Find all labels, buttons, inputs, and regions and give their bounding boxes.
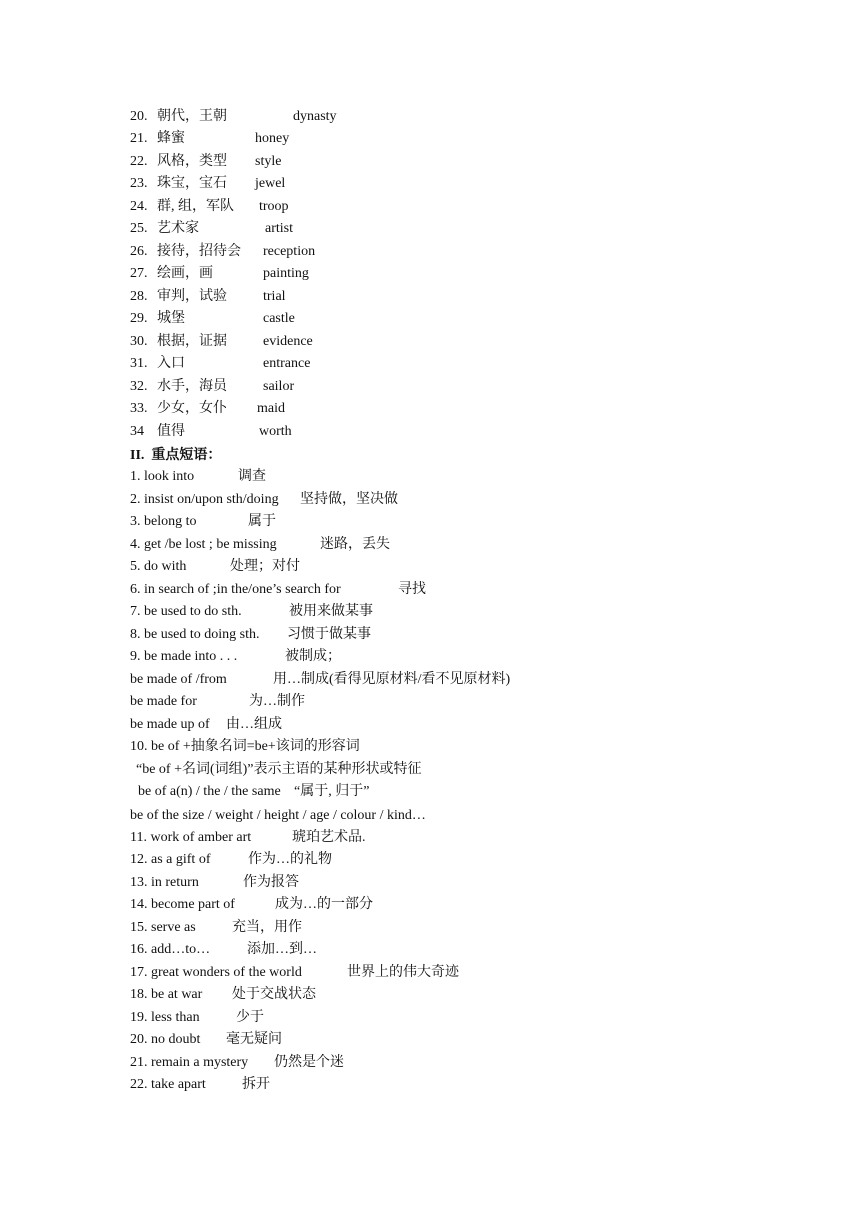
phrase-chinese: 属于	[248, 514, 276, 529]
phrase-chinese: 用…制成(看得见原材料/看不见原材料)	[273, 672, 511, 687]
vocab-number: 26.	[130, 244, 148, 259]
phrase-chinese: 添加…到…	[247, 942, 317, 957]
vocab-number: 25.	[130, 221, 148, 236]
vocab-number: 29.	[130, 311, 148, 326]
phrase-chinese: 被制成；	[285, 649, 341, 664]
phrase-english: 4. get /be lost ; be missing	[130, 537, 277, 552]
vocab-chinese: 审判，试验	[157, 289, 227, 304]
phrase-english: 7. be used to do sth.	[130, 604, 242, 619]
vocab-number: 24.	[130, 199, 148, 214]
phrase-chinese: 迷路，丢失	[320, 537, 390, 552]
vocab-english: artist	[265, 221, 293, 236]
vocab-number: 33.	[130, 401, 148, 416]
phrase-english: 9. be made into . . .	[130, 649, 238, 664]
phrase-chinese: 寻找	[398, 582, 426, 597]
phrase-chinese: 处理；对付	[230, 559, 300, 574]
vocab-chinese: 朝代，王朝	[157, 109, 227, 124]
vocab-chinese: 珠宝，宝石	[157, 176, 227, 191]
phrase-english: 18. be at war	[130, 987, 203, 1002]
vocab-chinese: 根据，证据	[157, 334, 227, 349]
phrase-chinese: 琥珀艺术品.	[292, 830, 366, 845]
vocab-chinese: 群, 组，军队	[157, 199, 234, 214]
vocab-chinese: 蜂蜜	[157, 131, 185, 146]
vocab-english: reception	[263, 244, 316, 259]
vocab-english: jewel	[255, 176, 286, 191]
vocab-english: worth	[259, 424, 292, 439]
phrase-chinese: 仍然是个迷	[274, 1055, 344, 1070]
vocab-english: painting	[263, 266, 309, 281]
vocab-number: 23.	[130, 176, 148, 191]
phrase-english: 19. less than	[130, 1010, 200, 1025]
phrase-english: 1. look into	[130, 469, 195, 484]
phrase-chinese: 由…组成	[226, 717, 282, 732]
phrase-english: be of the size / weight / height / age / colour / kind…	[130, 808, 426, 823]
vocab-english: honey	[255, 131, 290, 146]
phrase-english: be made up of	[130, 717, 210, 732]
vocab-english: entrance	[263, 356, 311, 371]
phrase-chinese: 被用来做某事	[289, 604, 373, 619]
phrase-english: 16. add…to…	[130, 942, 211, 957]
vocab-chinese: 城堡	[157, 311, 185, 326]
phrase-chinese: 坚持做，坚决做	[300, 492, 398, 507]
vocab-chinese: 水手，海员	[157, 379, 227, 394]
vocab-chinese: 风格，类型	[157, 154, 227, 169]
phrase-english: be made of /from	[130, 672, 227, 687]
vocab-english: sailor	[263, 379, 295, 394]
phrase-chinese: 少于	[236, 1010, 264, 1025]
vocab-chinese: 艺术家	[157, 221, 199, 236]
phrase-english: “be of +名词(词组)”表示主语的某种形状或特征	[136, 762, 422, 777]
phrase-english: 3. belong to	[130, 514, 197, 529]
vocab-english: style	[255, 154, 282, 169]
vocab-chinese: 绘画，画	[157, 266, 213, 281]
phrase-chinese: 作为…的礼物	[248, 852, 332, 867]
vocab-number: 22.	[130, 154, 148, 169]
vocab-english: troop	[259, 199, 289, 214]
phrase-chinese: 习惯于做某事	[287, 627, 371, 642]
phrase-chinese: 世界上的伟大奇迹	[347, 965, 459, 980]
phrase-english: 13. in return	[130, 875, 199, 890]
phrase-english: 6. in search of ;in the/one’s search for	[130, 582, 341, 597]
vocab-number: 30.	[130, 334, 148, 349]
phrase-english: 21. remain a mystery	[130, 1055, 249, 1070]
vocab-number: 21.	[130, 131, 148, 146]
phrase-chinese: 调查	[238, 469, 266, 484]
phrase-english: 8. be used to doing sth.	[130, 627, 260, 642]
phrase-english: be of a(n) / the / the same	[138, 784, 281, 799]
vocab-number: 27.	[130, 266, 148, 281]
phrase-english: 2. insist on/upon sth/doing	[130, 492, 279, 507]
phrase-chinese: 毫无疑问	[226, 1032, 282, 1047]
phrase-english: 11. work of amber art	[130, 830, 252, 845]
phrase-chinese: 作为报答	[243, 875, 299, 890]
vocab-number: 34	[130, 424, 144, 439]
phrase-english: 20. no doubt	[130, 1032, 201, 1047]
vocab-english: dynasty	[293, 109, 337, 124]
phrase-chinese: 处于交战状态	[232, 987, 316, 1002]
phrase-chinese: 拆开	[242, 1077, 270, 1092]
phrase-chinese: “属于, 归于”	[294, 784, 370, 799]
vocab-english: trial	[263, 289, 286, 304]
vocab-english: evidence	[263, 334, 313, 349]
phrase-english: be made for	[130, 694, 197, 709]
vocab-number: 32.	[130, 379, 148, 394]
phrase-english: 15. serve as	[130, 920, 196, 935]
phrase-english: 5. do with	[130, 559, 187, 574]
vocab-chinese: 入口	[157, 356, 185, 371]
phrase-english: 22. take apart	[130, 1077, 206, 1092]
phrase-english: 10. be of +抽象名词=be+该词的形容词	[130, 739, 360, 754]
vocab-chinese: 接待，招待会	[157, 244, 241, 259]
phrase-chinese: 充当，用作	[232, 920, 302, 935]
phrase-english: 17. great wonders of the world	[130, 965, 302, 980]
phrase-chinese: 为…制作	[249, 694, 305, 709]
vocab-english: castle	[263, 311, 295, 326]
vocab-number: 28.	[130, 289, 148, 304]
vocab-number: 31.	[130, 356, 148, 371]
vocab-english: maid	[257, 401, 285, 416]
vocab-chinese: 少女，女仆	[157, 401, 227, 416]
section-heading: II. 重点短语：	[130, 448, 222, 463]
phrase-chinese: 成为…的一部分	[275, 897, 373, 912]
vocab-number: 20.	[130, 109, 148, 124]
phrase-english: 14. become part of	[130, 897, 235, 912]
vocab-chinese: 值得	[157, 424, 185, 439]
phrase-english: 12. as a gift of	[130, 852, 211, 867]
